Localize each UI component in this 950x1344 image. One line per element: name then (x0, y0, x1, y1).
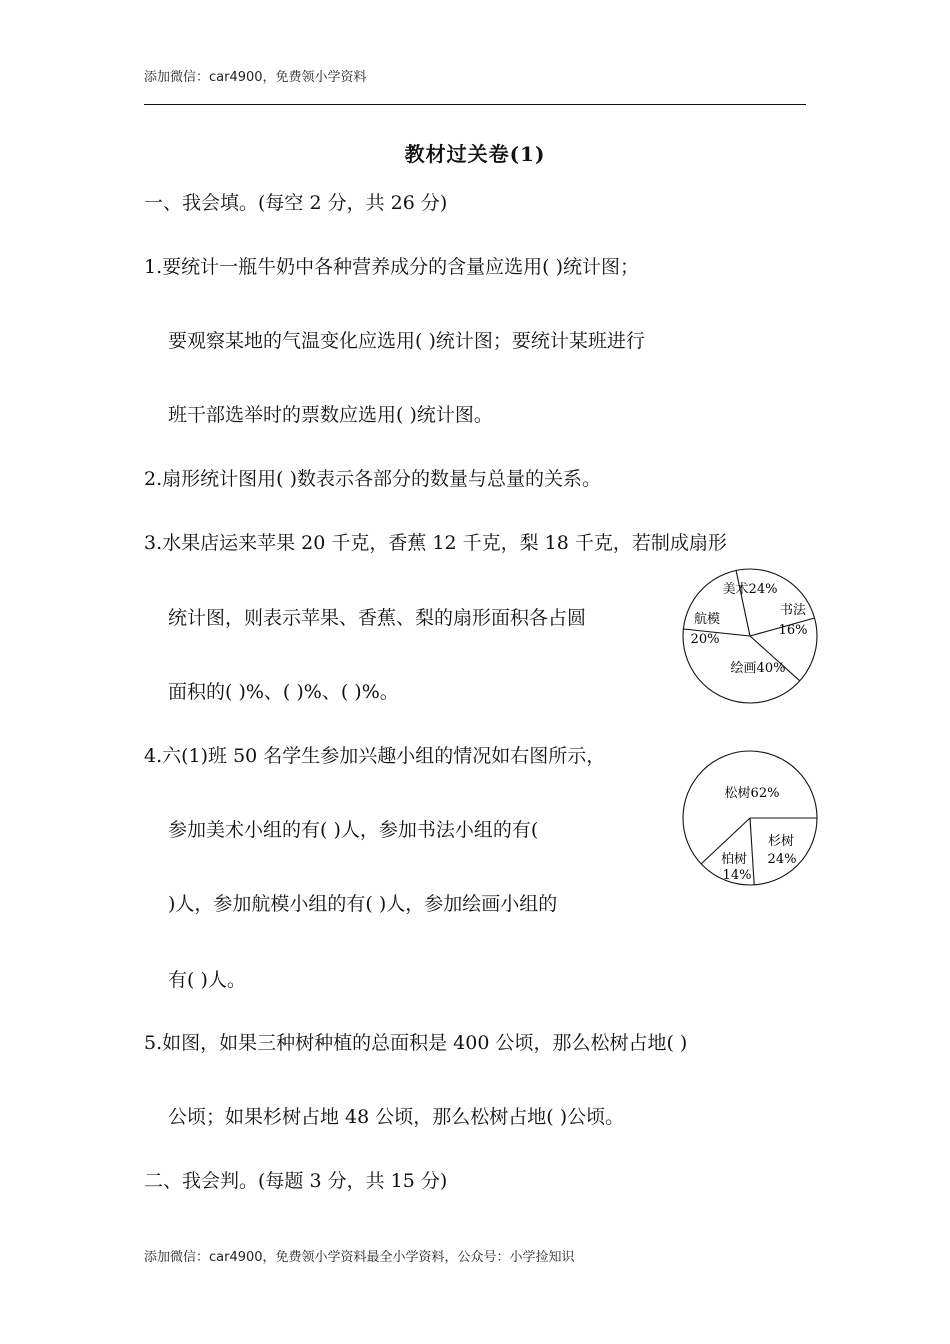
q1-line-2: 要观察某地的气温变化应选用( )统计图；要统计某班进行 (168, 330, 645, 352)
pie1-label-hangmo-pct: 20% (690, 632, 720, 647)
pie1-label-huihua: 绘画40% (730, 661, 786, 676)
pie2-label-songshu: 松树62% (724, 786, 780, 801)
q4-line-3: )人，参加航模小组的有( )人，参加绘画小组的 (168, 893, 558, 915)
section1-heading: 一、我会填。(每空 2 分，共 26 分) (144, 192, 448, 214)
q5-line-1: 5.如图，如果三种树种植的总面积是 400 公顷，那么松树占地( ) (144, 1032, 688, 1054)
header-note: 添加微信：car4900，免费领小学资料 (144, 70, 367, 85)
q3-line-3: 面积的( )%、( )%、( )%。 (168, 681, 399, 703)
page-title: 教材过关卷(1) (404, 142, 546, 166)
pie2-label-shanshu-name: 杉树 (767, 834, 795, 849)
footer-note: 添加微信：car4900，免费领小学资料最全小学资料，公众号：小学捡知识 (144, 1250, 575, 1265)
pie2-label-baishu-pct: 14% (722, 868, 752, 883)
interest-group-pie-chart (676, 564, 824, 708)
pie1-label-shufa-pct: 16% (778, 623, 808, 638)
pie2-label-shanshu-pct: 24% (767, 852, 797, 867)
q1-line-1: 1.要统计一瓶牛奶中各种营养成分的含量应选用( )统计图； (144, 256, 639, 278)
pie1-label-meishu: 美术24% (722, 582, 778, 597)
q2-line: 2.扇形统计图用( )数表示各部分的数量与总量的关系。 (144, 468, 601, 490)
section2-heading: 二、我会判。(每题 3 分，共 15 分) (144, 1170, 448, 1192)
pie1-label-hangmo-name: 航模 (693, 612, 721, 627)
q4-line-1: 4.六(1)班 50 名学生参加兴趣小组的情况如右图所示， (144, 745, 606, 767)
pie1-label-shufa-name: 书法 (779, 603, 807, 618)
q4-line-4: 有( )人。 (168, 969, 246, 991)
tree-area-pie-chart (676, 746, 824, 890)
q1-line-3: 班干部选举时的票数应选用( )统计图。 (168, 404, 493, 426)
header-divider (144, 104, 806, 105)
q4-line-2: 参加美术小组的有( )人，参加书法小组的有( (168, 819, 539, 841)
q5-line-2: 公顷；如果杉树占地 48 公顷，那么松树占地( )公顷。 (168, 1106, 625, 1128)
q3-line-1: 3.水果店运来苹果 20 千克，香蕉 12 千克，梨 18 千克，若制成扇形 (144, 532, 727, 554)
pie2-label-baishu-name: 柏树 (720, 852, 748, 867)
q3-line-2: 统计图，则表示苹果、香蕉、梨的扇形面积各占圆 (168, 607, 587, 629)
pie1-slice-boundary-美术 (736, 570, 750, 636)
